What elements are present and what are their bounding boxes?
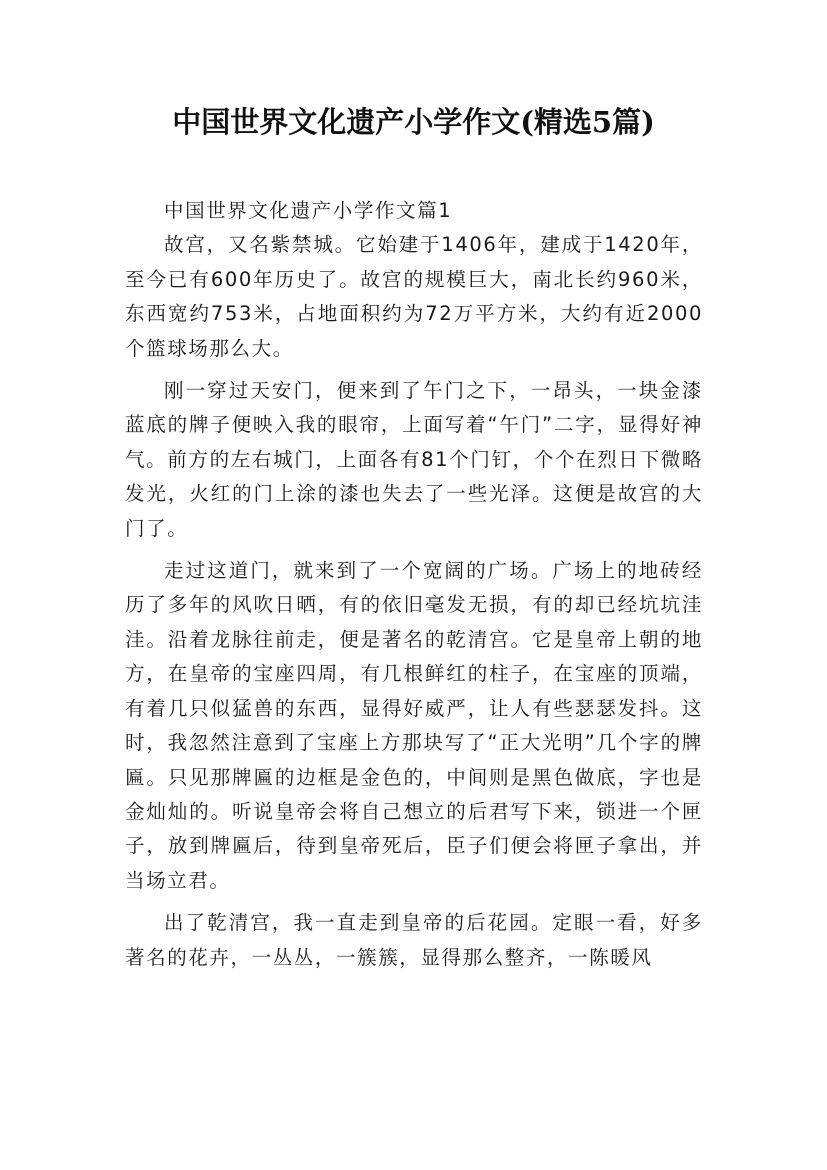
document-title: 中国世界文化遗产小学作文(精选5篇) bbox=[172, 105, 655, 139]
paragraph-3: 走过这道门，就来到了一个宽阔的广场。广场上的地砖经历了多年的风吹日晒，有的依旧毫发无损，有的却已经坑坑洼洼。沿着龙脉往前走，便是著名的乾清宫。它是皇帝上朝的地方，在皇帝的宝座四周，有几根鲜红的柱子，在宝座的顶端，有着几只似猛兽的东西，显得好威严，让人有些瑟瑟发抖。这时，我忽然注意到了宝座上方那块写了“正大光明”几个字的牌匾。只见那牌匾的边框是金色的，中间则是黑色做底，字也是金灿灿的。听说皇帝会将自己想立的后君写下来，锁进一个匣子，放到牌匾后，待到皇帝死后，臣子们便会将匣子拿出，并当场立君。 bbox=[125, 559, 703, 892]
document-body bbox=[125, 194, 703, 975]
section-heading: 中国世界文化遗产小学作文篇1 bbox=[164, 199, 453, 222]
paragraph-1: 故宫，又名紫禁城。它始建于1406年，建成于1420年，至今已有600年历史了。故宫的规模巨大，南北长约960米，东西宽约753米，占地面积约为72万平方米，大约有近2000个篮球场那么大。 bbox=[125, 233, 703, 360]
paragraph-4: 出了乾清宫，我一直走到皇帝的后花园。定眼一看，好多著名的花卉，一丛丛，一簇簇，显得那么整齐，一陈暖风 bbox=[125, 911, 703, 969]
paragraph-2: 刚一穿过天安门，便来到了午门之下，一昂头，一块金漆蓝底的牌子便映入我的眼帘，上面写着“午门”二字，显得好神气。前方的左右城门，上面各有81个门钉，个个在烈日下微略发光，火红的门上涂的漆也失去了一些光泽。这便是故宫的大门了。 bbox=[125, 379, 703, 540]
